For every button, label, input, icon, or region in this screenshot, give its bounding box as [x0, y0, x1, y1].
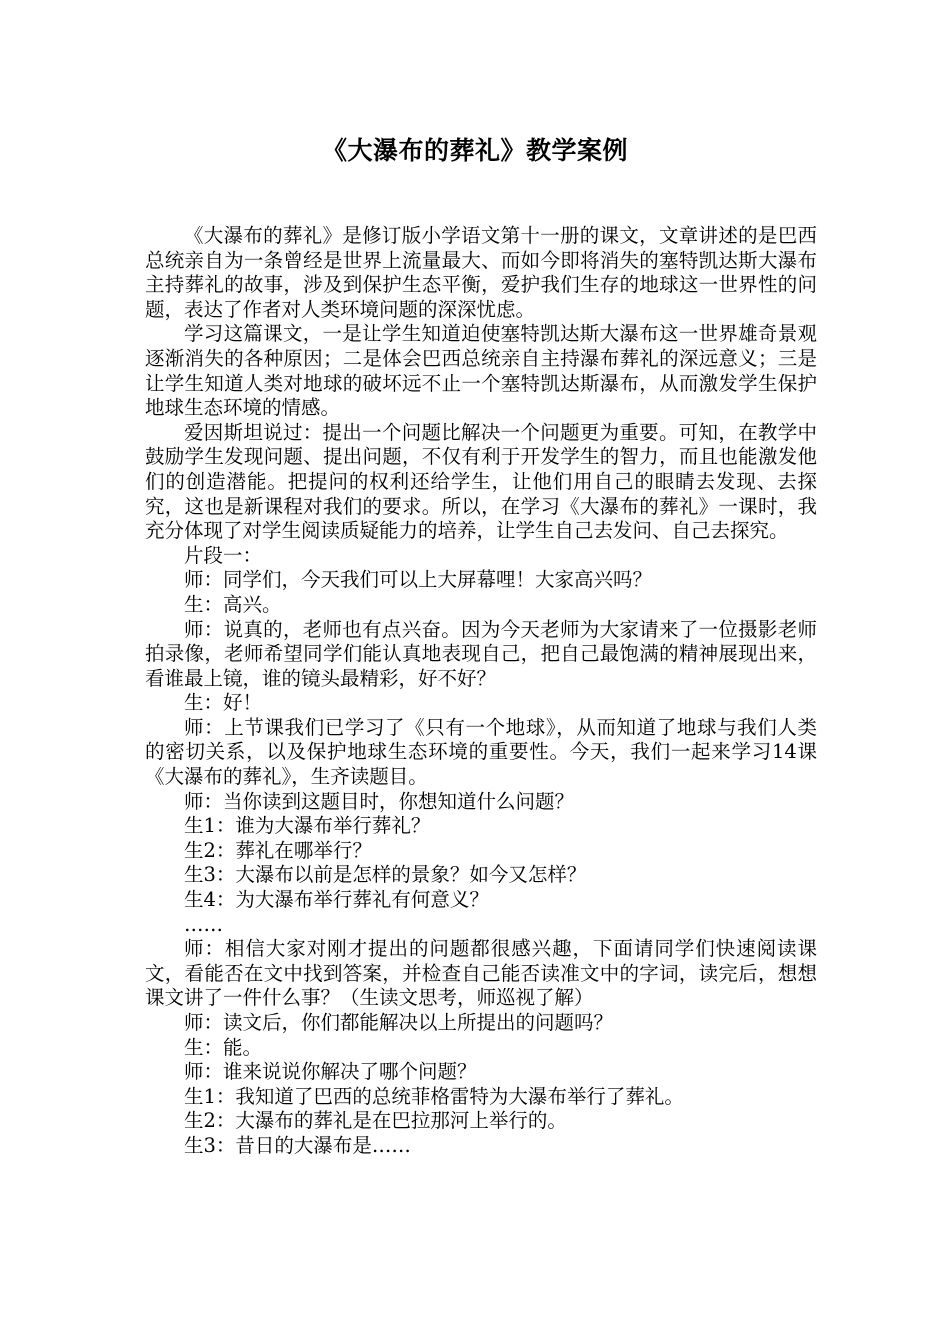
dialogue-line: 生：能。 — [184, 1035, 263, 1059]
dialogue-line: 生3：昔日的大瀑布是…… — [184, 1133, 411, 1157]
dialogue-line: 生3：大瀑布以前是怎样的景象？如今又怎样？ — [184, 863, 587, 887]
paragraph-intro: 《大瀑布的葬礼》是修订版小学语文第十一册的课文，文章讲述的是巴西总统亲自为一条曾经是世界上流量最大、而如今即将消失的塞特凯达斯大瀑布主持葬礼的故事，涉及到保护生态平衡，爱护我们生存的地球这一世界性的问题，表达了作者对人类环境问题的深深忧虑。 — [145, 224, 817, 321]
dialogue-line: 师：读文后，你们都能解决以上所提出的问题吗？ — [184, 1011, 614, 1034]
dialogue-line: 生1：我知道了巴西的总统菲格雷特为大瀑布举行了葬礼。 — [184, 1084, 684, 1108]
document-body — [145, 224, 817, 1159]
dialogue-line: 师：谁来说说你解决了哪个问题？ — [184, 1060, 477, 1084]
paragraph-goals: 学习这篇课文，一是让学生知道迫使塞特凯达斯大瀑布这一世界雄奇景观逐渐消失的各种原因；二是体会巴西总统亲自主持瀑布葬礼的深远意义；三是让学生知道人类对地球的破坏远不止一个塞特凯达斯瀑布，从而激发学生保护地球生态环境的情感。 — [145, 322, 817, 420]
dialogue-line: 师：同学们，今天我们可以上大屏幕哩！大家高兴吗？ — [184, 568, 653, 592]
ellipsis-line: …… — [184, 912, 223, 936]
dialogue-line: 生：好！ — [184, 691, 263, 715]
section-heading: 片段一： — [184, 543, 263, 567]
dialogue-line: 师：相信大家对刚才提出的问题都很感兴趣，下面请同学们快速阅读课文，看能否在文中找到答案，并检查自己能否读准文中的字词，读完后，想想课文讲了一件什么事？（生读文思考，师巡视了解） — [145, 937, 817, 1010]
dialogue-line: 生4：为大瀑布举行葬礼有何意义？ — [184, 888, 489, 912]
dialogue-line: 师：上节课我们已学习了《只有一个地球》，从而知道了地球与我们人类的密切关系，以及保护地球生态环境的重要性。今天，我们一起来学习14课《大瀑布的葬礼》，生齐读题目。 — [145, 715, 817, 789]
dialogue-line: 师：说真的，老师也有点兴奋。因为今天老师为大家请来了一位摄影老师拍录像，老师希望同学们能认真地表现自己，把自己最饱满的精神展现出来，看谁最上镜，谁的镜头最精彩，好不好？ — [145, 617, 817, 690]
paragraph-einstein: 爱因斯坦说过：提出一个问题比解决一个问题更为重要。可知，在教学中鼓励学生发现问题、提出问题，不仅有利于开发学生的智力，而且也能激发他们的创造潜能。把提问的权利还给学生，让他们用自己的眼睛去发现、去探究，这也是新课程对我们的要求。所以，在学习《大瀑布的葬礼》一课时，我充分体现了对学生阅读质疑能力的培养，让学生自己去发问、自己去探究。 — [145, 420, 817, 543]
dialogue-line: 生：高兴。 — [184, 592, 282, 616]
dialogue-line: 生2：葬礼在哪举行？ — [184, 838, 372, 862]
dialogue-line: 师：当你读到这题目时，你想知道什么问题？ — [184, 789, 575, 813]
document-title: 《大瀑布的葬礼》教学案例 — [321, 136, 628, 165]
dialogue-line: 生1：谁为大瀑布举行葬礼？ — [184, 814, 431, 838]
dialogue-line: 生2：大瀑布的葬礼是在巴拉那河上举行的。 — [184, 1109, 567, 1133]
